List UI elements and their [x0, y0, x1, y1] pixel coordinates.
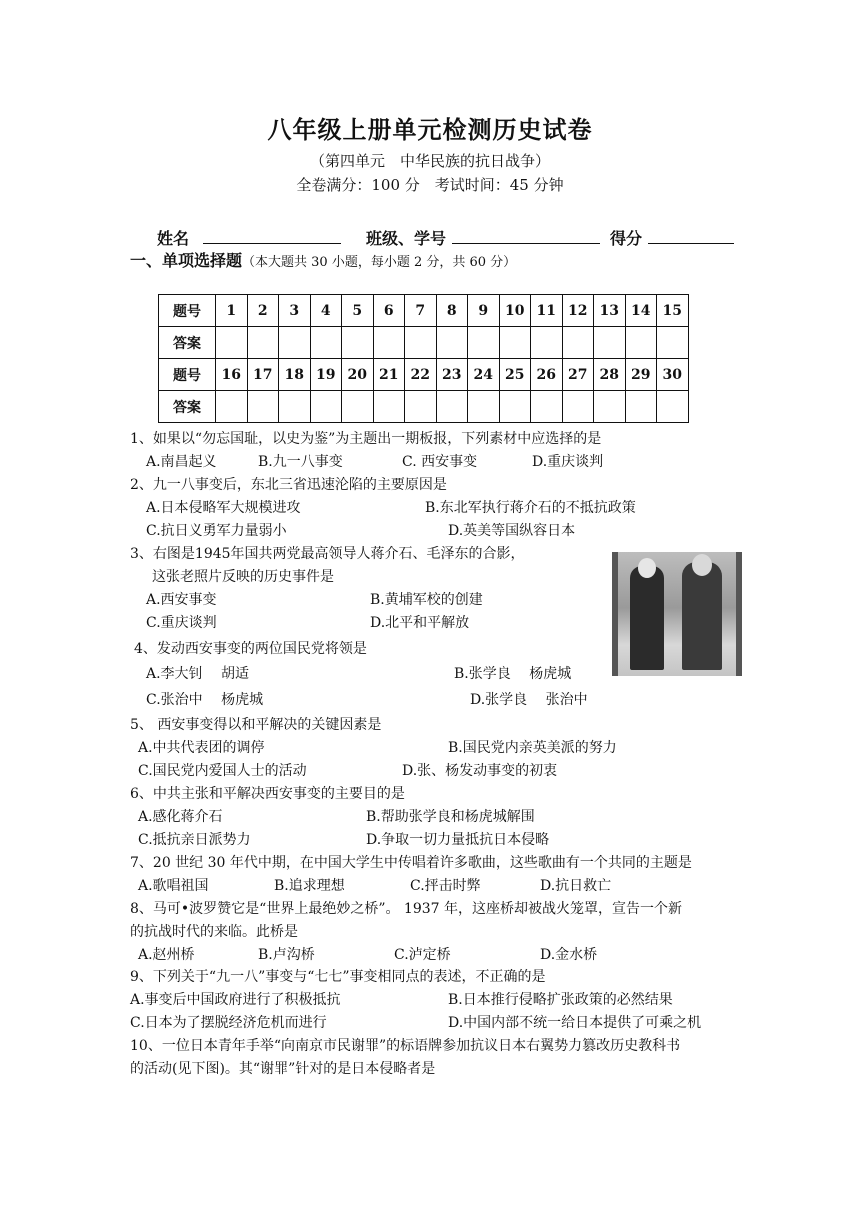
class-id-label: 班级、学号 — [366, 229, 447, 248]
num-cell: 21 — [373, 359, 405, 391]
answer-cell[interactable] — [216, 327, 248, 359]
table-row — [159, 391, 689, 423]
option[interactable]: C. 西安事变 — [402, 454, 478, 470]
table-row — [159, 295, 689, 327]
num-cell: 16 — [216, 359, 248, 391]
question-stem-cont: 这张老照片反映的历史事件是 — [152, 569, 334, 585]
option[interactable]: B.九一八事变 — [258, 454, 343, 470]
answer-cell[interactable] — [342, 391, 374, 423]
num-cell: 26 — [531, 359, 563, 391]
num-cell: 11 — [531, 295, 563, 327]
num-cell: 13 — [594, 295, 626, 327]
question-stem: 7、20 世纪 30 年代中期，在中国大学生中传唱着许多歌曲，这些歌曲有一个共同的主题是 — [130, 855, 692, 871]
answer-cell[interactable] — [657, 391, 689, 423]
option[interactable]: C.抵抗亲日派势力 — [138, 832, 251, 848]
num-cell: 25 — [499, 359, 531, 391]
figure-left — [630, 566, 664, 670]
section-note: （本大题共 30 小题，每小题 2 分，共 60 分） — [242, 255, 517, 270]
option[interactable]: A.感化蒋介石 — [138, 809, 223, 825]
answer-cell[interactable] — [373, 327, 405, 359]
answer-cell[interactable] — [594, 391, 626, 423]
answer-cell[interactable] — [562, 327, 594, 359]
num-cell: 29 — [625, 359, 657, 391]
score-blank[interactable] — [648, 229, 734, 244]
num-cell: 7 — [405, 295, 437, 327]
option[interactable]: B.卢沟桥 — [258, 947, 315, 963]
option[interactable]: A.李大钊 胡适 — [146, 666, 250, 682]
option[interactable]: D.金水桥 — [540, 947, 598, 963]
num-cell: 19 — [310, 359, 342, 391]
question-stem-cont: 的活动(见下图)。其“谢罪”针对的是日本侵略者是 — [130, 1061, 436, 1077]
name-label: 姓名 — [157, 229, 190, 248]
table-row — [159, 327, 689, 359]
option[interactable]: B.帮助张学良和杨虎城解围 — [366, 809, 535, 825]
option[interactable]: C.抨击时弊 — [410, 878, 481, 894]
option[interactable]: D.重庆谈判 — [532, 454, 604, 470]
question-stem: 9、下列关于“九一八”事变与“七七”事变相同点的表述，不正确的是 — [130, 969, 546, 985]
figure-right — [682, 562, 722, 670]
score-time-info: 全卷满分：100 分 考试时间：45 分钟 — [296, 176, 564, 194]
answer-cell[interactable] — [468, 391, 500, 423]
option[interactable]: D.抗日救亡 — [540, 878, 612, 894]
question-stem: 3、右图是1945年国共两党最高领导人蒋介石、毛泽东的合影， — [130, 546, 525, 562]
num-cell: 23 — [436, 359, 468, 391]
page-title: 八年级上册单元检测历史试卷 — [267, 115, 593, 144]
answer-cell[interactable] — [657, 327, 689, 359]
num-cell: 15 — [657, 295, 689, 327]
num-cell: 5 — [342, 295, 374, 327]
num-cell: 3 — [279, 295, 311, 327]
option[interactable]: B.日本推行侵略扩张政策的必然结果 — [448, 992, 673, 1008]
num-cell: 28 — [594, 359, 626, 391]
answer-cell[interactable] — [342, 327, 374, 359]
option[interactable]: D.张、杨发动事变的初衷 — [402, 763, 558, 779]
option[interactable]: C.日本为了摆脱经济危机而进行 — [130, 1015, 327, 1031]
table-row — [159, 359, 689, 391]
num-cell: 27 — [562, 359, 594, 391]
question-stem: 2、九一八事变后，东北三省迅速沦陷的主要原因是 — [130, 477, 447, 493]
answer-cell[interactable] — [436, 327, 468, 359]
question-stem: 6、中共主张和平解决西安事变的主要目的是 — [130, 786, 405, 802]
name-field[interactable] — [157, 226, 341, 249]
num-label-cell: 题号 — [159, 359, 216, 391]
score-label: 得分 — [610, 229, 643, 248]
answer-cell[interactable] — [436, 391, 468, 423]
num-cell: 1 — [216, 295, 248, 327]
page-subtitle: （第四单元 中华民族的抗日战争） — [309, 152, 550, 170]
option[interactable]: A.西安事变 — [146, 592, 217, 608]
option[interactable]: B.国民党内亲英美派的努力 — [448, 740, 617, 756]
section-title: 一、单项选择题 — [130, 251, 243, 270]
answer-cell[interactable] — [310, 391, 342, 423]
score-field[interactable] — [610, 226, 734, 249]
question-stem: 4、发动西安事变的两位国民党将领是 — [134, 641, 367, 657]
ans-label-cell: 答案 — [159, 391, 216, 423]
num-cell: 17 — [247, 359, 279, 391]
answer-cell[interactable] — [499, 327, 531, 359]
answer-cell[interactable] — [531, 327, 563, 359]
answer-cell[interactable] — [625, 327, 657, 359]
option[interactable]: D.中国内部不统一给日本提供了可乘之机 — [448, 1015, 702, 1031]
question-stem: 10、一位日本青年手举“向南京市民谢罪”的标语牌参加抗议日本右翼势力篡改历史教科书 — [130, 1038, 681, 1054]
num-cell: 22 — [405, 359, 437, 391]
question-stem-cont: 的抗战时代的来临。此桥是 — [130, 924, 298, 940]
option[interactable]: C.张治中 杨虎城 — [146, 692, 264, 708]
ans-label-cell: 答案 — [159, 327, 216, 359]
num-cell: 4 — [310, 295, 342, 327]
option[interactable]: A.歌唱祖国 — [138, 878, 209, 894]
answer-cell[interactable] — [405, 391, 437, 423]
answer-cell[interactable] — [468, 327, 500, 359]
option[interactable]: C.抗日义勇军力量弱小 — [146, 523, 287, 539]
historical-photo — [612, 552, 742, 676]
num-cell: 12 — [562, 295, 594, 327]
answer-table — [158, 294, 689, 423]
option[interactable]: B.张学良 杨虎城 — [454, 666, 572, 682]
num-cell: 24 — [468, 359, 500, 391]
option[interactable]: C.国民党内爱国人士的活动 — [138, 763, 307, 779]
option[interactable]: A.中共代表团的调停 — [138, 740, 265, 756]
num-label-cell: 题号 — [159, 295, 216, 327]
answer-cell[interactable] — [279, 391, 311, 423]
answer-cell[interactable] — [373, 391, 405, 423]
option[interactable]: D.英美等国纵容日本 — [448, 523, 576, 539]
answer-cell[interactable] — [279, 327, 311, 359]
option[interactable]: B.东北军执行蒋介石的不抵抗政策 — [425, 500, 636, 516]
option[interactable]: C.重庆谈判 — [146, 615, 217, 631]
option[interactable]: B.黄埔军校的创建 — [370, 592, 483, 608]
question-stem: 1、如果以“勿忘国耻，以史为鉴”为主题出一期板报，下列素材中应选择的是 — [130, 431, 602, 447]
question-stem: 5、 西安事变得以和平解决的关键因素是 — [130, 717, 382, 733]
num-cell: 6 — [373, 295, 405, 327]
num-cell: 14 — [625, 295, 657, 327]
class-id-field[interactable] — [366, 226, 600, 249]
option[interactable]: D.争取一切力量抵抗日本侵略 — [366, 832, 550, 848]
class-id-blank[interactable] — [452, 229, 600, 244]
option[interactable]: A.南昌起义 — [146, 454, 217, 470]
answer-cell[interactable] — [247, 327, 279, 359]
option[interactable]: D.北平和平解放 — [370, 615, 470, 631]
option[interactable]: A.赵州桥 — [138, 947, 195, 963]
option[interactable]: B.追求理想 — [274, 878, 345, 894]
answer-cell[interactable] — [499, 391, 531, 423]
answer-cell[interactable] — [247, 391, 279, 423]
option[interactable]: C.泸定桥 — [394, 947, 451, 963]
num-cell: 18 — [279, 359, 311, 391]
name-blank[interactable] — [203, 229, 341, 244]
answer-cell[interactable] — [562, 391, 594, 423]
answer-cell[interactable] — [405, 327, 437, 359]
question-stem: 8、马可•波罗赞它是“世界上最绝妙之桥”。 1937 年，这座桥却被战火笼罩，宣告一个新 — [130, 901, 683, 917]
answer-cell[interactable] — [531, 391, 563, 423]
num-cell: 2 — [247, 295, 279, 327]
num-cell: 10 — [499, 295, 531, 327]
option[interactable]: D.张学良 张治中 — [470, 692, 588, 708]
answer-cell[interactable] — [216, 391, 248, 423]
answer-cell[interactable] — [594, 327, 626, 359]
option[interactable]: A.日本侵略军大规模进攻 — [146, 500, 301, 516]
answer-cell[interactable] — [310, 327, 342, 359]
num-cell: 30 — [657, 359, 689, 391]
num-cell: 20 — [342, 359, 374, 391]
option[interactable]: A.事变后中国政府进行了积极抵抗 — [130, 992, 341, 1008]
head-left — [638, 558, 656, 578]
head-right — [692, 554, 712, 576]
section-heading — [130, 248, 516, 271]
num-cell: 9 — [468, 295, 500, 327]
answer-cell[interactable] — [625, 391, 657, 423]
num-cell: 8 — [436, 295, 468, 327]
